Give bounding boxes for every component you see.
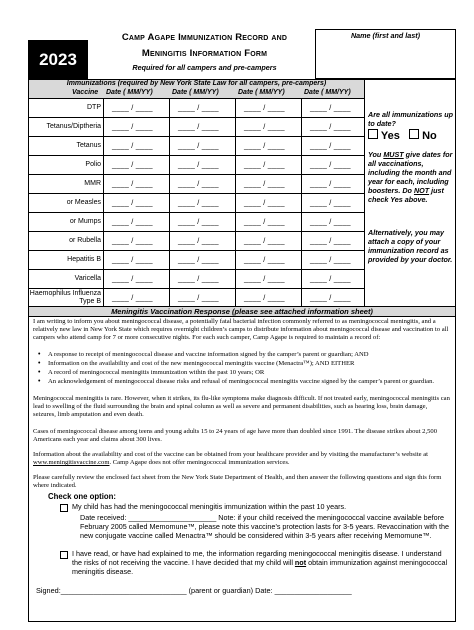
availability-post: . Camp Agape does not offer meningococcal immunization services.: [109, 459, 290, 467]
year-badge: 2023: [28, 40, 88, 80]
option-1: [60, 504, 68, 514]
bullet-dot: •: [38, 369, 41, 376]
date-input-cell[interactable]: ____ / ____: [310, 198, 351, 207]
date-column-header-2: Date ( MM/YY): [172, 89, 219, 96]
vaccine-name: Tetanus: [76, 142, 101, 149]
option-1-checkbox[interactable]: [60, 504, 68, 512]
yes-label: Yes: [380, 130, 400, 142]
date-input-cell[interactable]: ____ / ____: [244, 217, 285, 226]
date-input-cell[interactable]: ____ / ____: [178, 236, 219, 245]
no-checkbox[interactable]: [409, 129, 419, 139]
date-input-cell[interactable]: ____ / ____: [244, 179, 285, 188]
date-input-cell[interactable]: ____ / ____: [244, 293, 285, 302]
date-input-cell[interactable]: ____ / ____: [112, 160, 153, 169]
date-input-cell[interactable]: ____ / ____: [244, 255, 285, 264]
statistics-paragraph: Cases of meningococcal disease among teens and young adults 15 to 24 years of age have more than doubled since 1991. The disease strikes about 2,500 Americans each year and claims about 300 lives.: [33, 428, 438, 444]
date-input-cell[interactable]: ____ / ____: [178, 141, 219, 150]
date-input-cell[interactable]: ____ / ____: [178, 274, 219, 283]
grid-line: [364, 80, 365, 306]
vaccine-name: Varicella: [74, 275, 101, 282]
date-received-text: Date received: ______________________ Note: if your child received the meningococcal vaccine available before February 2005 called Memomune™, please note this vaccine’s protection lasts for 3-5 years. Revaccination with the new conjugate vaccine called Menactra™ should be considered within 3-5 years after receiving Memomune™.: [80, 513, 450, 540]
review-paragraph: Please carefully review the enclosed fact sheet from the New York State Department of Health, and then answer the following questions and sign this form where indicated.: [33, 474, 442, 490]
date-input-cell[interactable]: ____ / ____: [310, 160, 351, 169]
vaccine-name: Hepatitis B: [67, 256, 101, 263]
date-input-cell[interactable]: ____ / ____: [112, 217, 153, 226]
date-input-cell[interactable]: ____ / ____: [112, 293, 153, 302]
must-post: give dates for all vaccinations, including the month and year for each, including boosters. Do: [368, 150, 453, 195]
form-title-line2: Meningitis Information Form: [141, 48, 268, 59]
date-input-cell[interactable]: ____ / ____: [310, 236, 351, 245]
date-input-cell[interactable]: ____ / ____: [112, 103, 153, 112]
must-word: MUST: [383, 150, 404, 159]
date-input-cell[interactable]: ____ / ____: [112, 236, 153, 245]
date-input-cell[interactable]: ____ / ____: [310, 103, 351, 112]
vaccine-name: or Mumps: [69, 218, 101, 225]
date-input-cell[interactable]: ____ / ____: [178, 217, 219, 226]
date-column-header-4: Date ( MM/YY): [304, 89, 351, 96]
form-title: [102, 30, 307, 62]
date-input-cell[interactable]: ____ / ____: [112, 274, 153, 283]
bullet-dot: •: [38, 378, 41, 385]
yes-no-options: [368, 129, 437, 142]
date-input-cell[interactable]: ____ / ____: [178, 103, 219, 112]
bullet-item-1: A response to receipt of meningococcal disease and vaccine information signed by the camper’s parent or guardian; AND: [48, 351, 369, 358]
date-input-cell[interactable]: ____ / ____: [112, 198, 153, 207]
bullet-item-4: An acknowledgement of meningococcal disease risks and refusal of meningococcal meningitis vaccine signed by the camper’s parent or guardian.: [48, 378, 435, 385]
date-input-cell[interactable]: ____ / ____: [244, 122, 285, 131]
meningitis-heading: Meningitis Vaccination Response (please see attached information sheet): [111, 307, 373, 316]
option-2-pre: I have read, or have had explained to me, the information regarding meningococcal meningitis disease. I understand the risks of not receiving the vaccine. I have decided that my child will: [72, 549, 442, 567]
option-2: [60, 551, 68, 561]
check-one-label: Check one option:: [48, 492, 117, 501]
date-input-cell[interactable]: ____ / ____: [178, 293, 219, 302]
symptoms-paragraph: Meningococcal meningitis is rare. However, when it strikes, its flu-like symptoms make diagnosis difficult. If not treated early, meningococcal meningitis can lead to swelling of the fluid surrounding the brain and spinal column as well as severe and permanent disabilities, such as hearing loss, brain damage, seizures, limb amputation and even death.: [33, 395, 450, 419]
date-input-cell[interactable]: ____ / ____: [310, 255, 351, 264]
date-input-cell[interactable]: ____ / ____: [310, 141, 351, 150]
option-2-checkbox[interactable]: [60, 551, 68, 559]
date-input-cell[interactable]: ____ / ____: [244, 236, 285, 245]
bullet-item-3: A record of meningococcal meningitis immunization within the past 10 years; OR: [48, 369, 265, 376]
availability-paragraph: [33, 451, 451, 467]
date-input-cell[interactable]: ____ / ____: [178, 179, 219, 188]
date-input-cell[interactable]: ____ / ____: [112, 179, 153, 188]
date-input-cell[interactable]: ____ / ____: [178, 160, 219, 169]
date-input-cell[interactable]: ____ / ____: [310, 293, 351, 302]
vaccine-name: Polio: [85, 161, 101, 168]
vaccine-name: Haemophilus Influenza Type B: [29, 290, 101, 305]
date-input-cell[interactable]: ____ / ____: [310, 122, 351, 131]
date-input-cell[interactable]: ____ / ____: [244, 141, 285, 150]
date-input-cell[interactable]: ____ / ____: [178, 255, 219, 264]
date-input-cell[interactable]: ____ / ____: [112, 141, 153, 150]
bullet-item-2: Information on the availability and cost of the new meningococcal meningitis vaccine (Menactra™); AND EITHER: [48, 360, 355, 367]
date-input-cell[interactable]: ____ / ____: [310, 217, 351, 226]
date-input-cell[interactable]: ____ / ____: [244, 274, 285, 283]
bullet-dot: •: [38, 351, 41, 358]
date-column-header-3: Date ( MM/YY): [238, 89, 285, 96]
date-input-cell[interactable]: ____ / ____: [244, 198, 285, 207]
intro-paragraph: I am writing to inform you about meningococcal disease, a potentially fatal bacterial infection commonly referred to as meningococcal meningitis, and a relatively new law in New York State which requires overnight children’s camps to distribute information about meningococcal disease and vaccination to all campers who attend camp for 7 or more consecutive nights. For each such camper, Camp Agape is required to maintain a record of:: [33, 318, 449, 342]
date-input-cell[interactable]: ____ / ____: [178, 198, 219, 207]
signature-line[interactable]: Signed:_______________________________ (parent or guardian) Date: ___________________: [36, 586, 352, 595]
vaccine-column-header: Vaccine: [72, 89, 99, 96]
option-2-not: not: [294, 558, 307, 567]
vaccine-name: or Rubella: [69, 237, 101, 244]
date-input-cell[interactable]: ____ / ____: [310, 274, 351, 283]
vaccine-name: MMR: [84, 180, 101, 187]
date-input-cell[interactable]: ____ / ____: [112, 122, 153, 131]
manufacturer-link[interactable]: www.meningitisvaccine.com: [33, 459, 110, 467]
date-input-cell[interactable]: ____ / ____: [178, 122, 219, 131]
date-column-header-1: Date ( MM/YY): [106, 89, 153, 96]
date-input-cell[interactable]: ____ / ____: [310, 179, 351, 188]
name-field-label: Name (first and last): [350, 31, 421, 40]
option-2-post: obtain immunization against meningococcal meningitis disease.: [72, 558, 448, 576]
form-subtitle: Required for all campers and pre-campers: [132, 63, 277, 72]
up-to-date-question: Are all immunizations up to date?: [368, 110, 454, 128]
must-pre: You: [368, 150, 384, 159]
vaccine-name: Tetanus/Diptheria: [46, 123, 101, 130]
availability-pre: Information about the availability and cost of the vaccine can be obtained from your healthcare provider and by visiting the manufacturer’s website at: [33, 451, 428, 458]
alternative-instructions: Alternatively, you may attach a copy of your immunization record as provided by your doctor.: [368, 228, 453, 264]
bullet-dot: •: [38, 360, 41, 367]
must-instructions: [368, 150, 454, 204]
not-post: just check Yes above.: [368, 186, 444, 204]
option-1-label: My child has had the meningococcal meningitis immunization within the past 10 years.: [72, 502, 347, 511]
date-input-cell[interactable]: ____ / ____: [244, 160, 285, 169]
date-input-cell[interactable]: ____ / ____: [112, 255, 153, 264]
vaccine-name: DTP: [87, 104, 101, 111]
vaccine-name: or Measles: [66, 199, 101, 206]
option-2-label: [72, 549, 448, 576]
yes-checkbox[interactable]: [368, 129, 378, 139]
form-title-line1: Camp Agape Immunization Record and: [121, 32, 288, 43]
date-input-cell[interactable]: ____ / ____: [244, 103, 285, 112]
not-word: NOT: [413, 186, 430, 195]
immunization-heading: Immunizations (required by New York State Law for all campers, pre-campers): [66, 80, 327, 87]
no-label: No: [422, 130, 437, 142]
